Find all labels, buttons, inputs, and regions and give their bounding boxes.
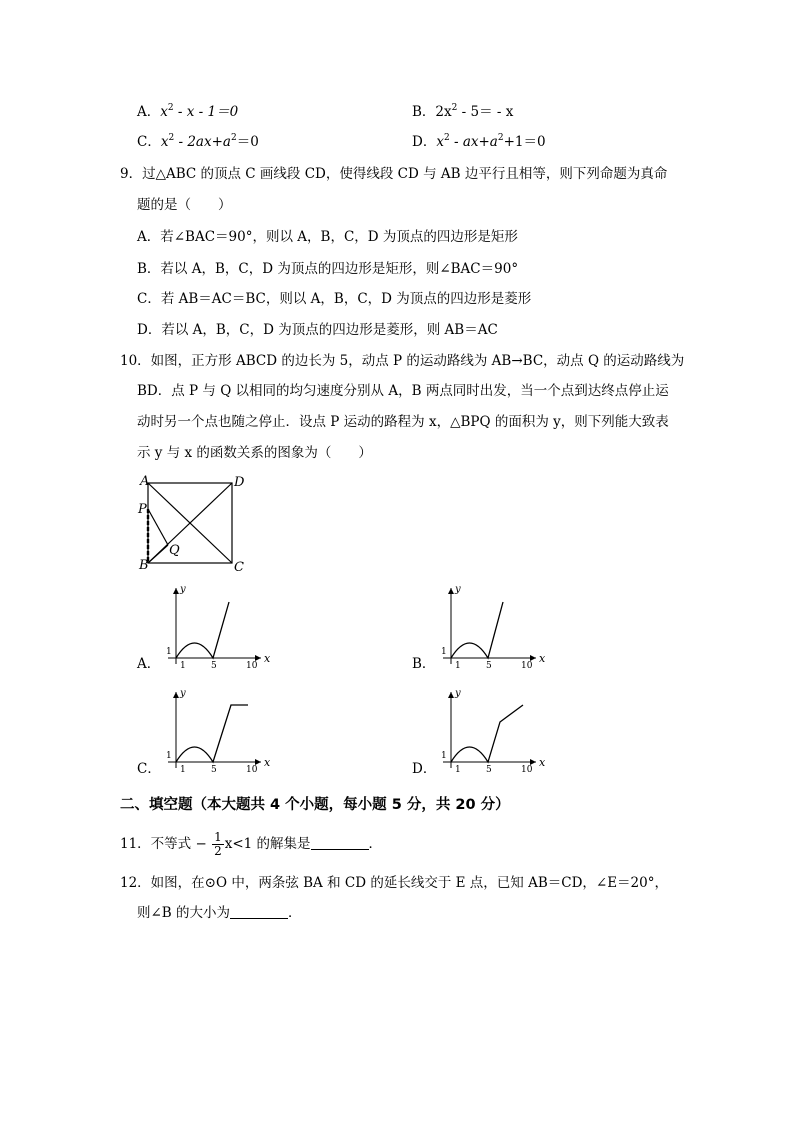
x-tick-label: 10: [246, 661, 258, 671]
x-axis-label: x: [539, 652, 546, 665]
x-tick-label: 10: [521, 661, 533, 671]
y-tick-label: 1: [441, 751, 447, 761]
graph-c: [166, 688, 271, 775]
q10-stem-line1: 10．如图，正方形 ABCD 的边长为 5，动点 P 的运动路线为 AB→BC，动点 Q 的运动路线为: [120, 353, 685, 369]
x-axis-label: x: [264, 652, 271, 665]
q9-option-d: D．若以 A，B，C，D 为顶点的四边形是菱形，则 AB＝AC: [137, 322, 498, 338]
x-tick-label: 10: [246, 765, 258, 775]
q12-stem-line2: 则∠B 的大小为 ．: [137, 905, 302, 921]
y-axis-arrow-icon: [448, 588, 454, 594]
y-axis-arrow-icon: [448, 692, 454, 698]
x-axis-label: x: [539, 756, 546, 769]
graph-option-label-b: B．: [412, 656, 436, 672]
vertex-label-b: B: [139, 558, 149, 573]
x-tick-label: 5: [486, 765, 492, 775]
answer-blank: [230, 904, 288, 919]
x-tick-label: 5: [211, 765, 217, 775]
function-curve: [451, 602, 503, 658]
q12-stem-line1: 12．如图，在⊙O 中，两条弦 BA 和 CD 的延长线交于 E 点，已知 AB＝CD，∠E＝20°，: [120, 875, 668, 891]
point-label-q: Q: [169, 543, 180, 558]
vertex-label-c: C: [234, 560, 244, 575]
x-axis-label: x: [264, 756, 271, 769]
q10-stem-line3: 动时另一个点也随之停止．设点 P 运动的路程为 x，△BPQ 的面积为 y，则下列能大致表: [137, 414, 669, 430]
x-tick-label: 1: [455, 661, 461, 671]
y-axis-label: y: [455, 688, 461, 699]
x-tick-label: 1: [180, 661, 186, 671]
section-title-fill-blank: 二、填空题（本大题共 4 个小题，每小题 5 分，共 20 分）: [120, 797, 510, 813]
graph-option-label-d: D．: [412, 761, 437, 777]
y-axis-label: y: [180, 584, 186, 595]
y-tick-label: 1: [166, 751, 172, 761]
q8-option-b: B．$2x^2 - 5= - x$: [412, 103, 514, 120]
y-axis-label: y: [180, 688, 186, 699]
vertex-label-d: D: [234, 475, 245, 490]
q9-stem-line2: 题的是（ ）: [137, 197, 232, 213]
x-tick-label: 1: [455, 765, 461, 775]
y-axis-arrow-icon: [173, 692, 179, 698]
function-curve: [176, 705, 248, 762]
graph-a: [166, 584, 271, 671]
q9-stem-line1: 9．过△ABC 的顶点 C 画线段 CD，使得线段 CD 与 AB 边平行且相等，则下列命题为真命: [120, 166, 668, 182]
graph-b: [441, 584, 546, 671]
y-axis-arrow-icon: [173, 588, 179, 594]
q8-option-c: C．$x^2 - 2ax+a^2=0$: [137, 133, 259, 150]
x-tick-label: 5: [486, 661, 492, 671]
answer-blank: [311, 835, 369, 850]
y-tick-label: 1: [441, 647, 447, 657]
x-tick-label: 10: [521, 765, 533, 775]
function-curve: [451, 705, 523, 762]
y-tick-label: 1: [166, 647, 172, 657]
point-label-p: P: [138, 502, 147, 517]
q9-option-c: C．若 AB＝AC＝BC，则以 A，B，C，D 为顶点的四边形是菱形: [137, 291, 532, 307]
q11: 11．不等式 − $\frac{1}{2}$ x<1 的解集是 ．: [120, 830, 383, 858]
q8-option-d: D．$x^2 - ax+a^2+1=0$: [412, 133, 546, 150]
q8-option-a: A．$x^2 - x - 1=0$: [137, 103, 239, 120]
graph-option-label-a: A．: [137, 656, 161, 672]
function-curve: [176, 602, 229, 658]
vertex-label-a: A: [140, 474, 150, 489]
graph-d: [441, 688, 546, 775]
y-axis-label: y: [455, 584, 461, 595]
fraction-one-half: $\frac{1}{2}$: [214, 830, 222, 858]
x-tick-label: 1: [180, 765, 186, 775]
q10-stem-line4: 示 y 与 x 的函数关系的图象为（ ）: [137, 445, 372, 461]
x-tick-label: 5: [211, 661, 217, 671]
q9-option-b: B．若以 A，B，C，D 为顶点的四边形是矩形，则∠BAC＝90°: [137, 261, 519, 277]
q10-stem-line2: BD．点 P 与 Q 以相同的均匀速度分别从 A，B 两点同时出发，当一个点到达终点停止运: [137, 383, 669, 399]
graph-option-label-c: C．: [137, 761, 161, 777]
q9-option-a: A．若∠BAC＝90°，则以 A，B，C，D 为顶点的四边形是矩形: [137, 229, 518, 245]
